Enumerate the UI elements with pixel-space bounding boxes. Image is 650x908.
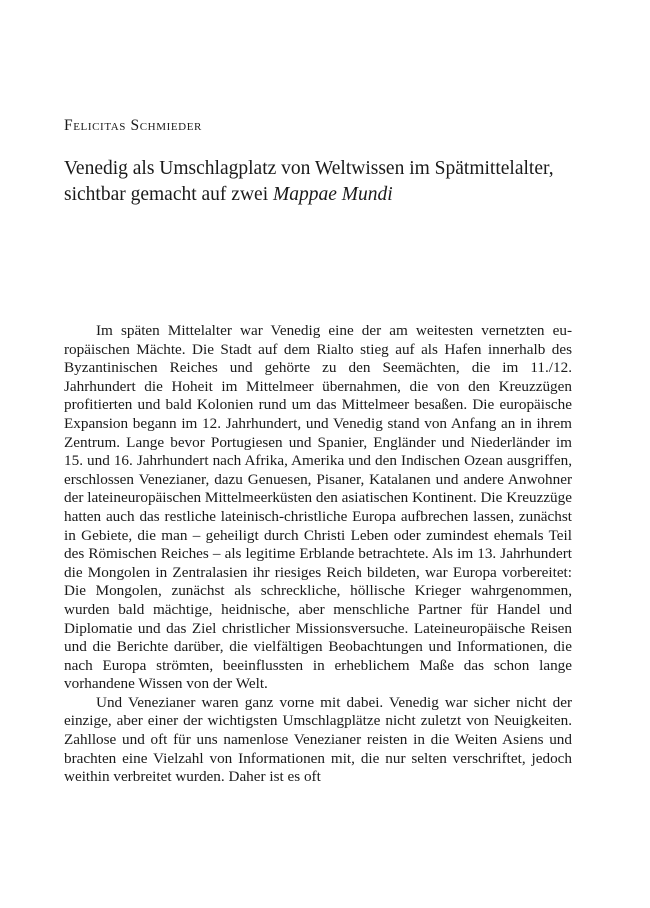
body-text xyxy=(64,322,572,787)
chapter-title xyxy=(64,156,572,208)
chapter-title-italic: Mappae Mundi xyxy=(273,184,393,205)
body-paragraph-1: Im späten Mittelalter war Venedig eine der am weitesten vernetzten europäischen Mächte. Die Stadt auf dem Rialto stieg auf als Hafen innerhalb des Byzantinischen Reiches und gehörte zu den Seemächten, die im 11./12. Jahrhundert die Hoheit im Mittelmeer übernahmen, die von den Kreuzzügen profitierten und bald Kolonien rund um das Mittelmeer besaßen. Die europäische Expansion begann im 12. Jahrhundert, und Venedig stand von Anfang an in ihrem Zentrum. Lange bevor Portugiesen und Spanier, Engländer und Niederländer im 15. und 16. Jahrhundert nach Afrika, Amerika und den Indischen Ozean ausgriffen, erschlossen Venezianer, dazu Genuesen, Pisaner, Katalanen und andere Anwohner der lateineuropäischen Mittelmeerküsten den asiatischen Kontinent. Die Kreuzzüge hatten auch das restliche lateinisch-christliche Europa aufbrechen lassen, zunächst in Gebiete, die man – geheiligt durch Christi Leben oder zumindest ehemals Teil des Römischen Reiches – als legitime Erblande betrachtete. Als im 13. Jahrhundert die Mongolen in Zentralasien ihr riesiges Reich bildeten, war Europa vorbereitet: Die Mongolen, zunächst als schreckliche, höllische Krieger wahrgenommen, wurden bald mächtige, heidnische, aber menschliche Partner für Handel und Diplomatie und das Ziel christlicher Missionsversuche. Lateineuropäische Reisen und die Berichte darüber, die vielfältigen Beobachtungen und Informationen, die nach Europa strömten, beeinflussten in erheblichem Maße das schon lange vorhandene Wissen von der Welt. xyxy=(64,322,572,693)
author-name: Felicitas Schmieder xyxy=(64,117,202,134)
body-paragraph-2: Und Venezianer waren ganz vorne mit dabei. Venedig war sicher nicht der einzige, aber einer der wichtigsten Umschlagplätze nicht zuletzt von Neuigkeiten. Zahllose und oft für uns namenlose Venezianer reisten in die Weiten Asiens und brachten eine Vielzahl von Informationen mit, die nur selten verschriftet, jedoch weithin verbreitet wurden. Daher ist es oft xyxy=(64,693,572,786)
document-page xyxy=(64,0,572,908)
chapter-title-text: Venedig als Umschlagplatz von Weltwissen im Spätmittelalter, sichtbar gemacht auf zwei xyxy=(64,158,554,205)
